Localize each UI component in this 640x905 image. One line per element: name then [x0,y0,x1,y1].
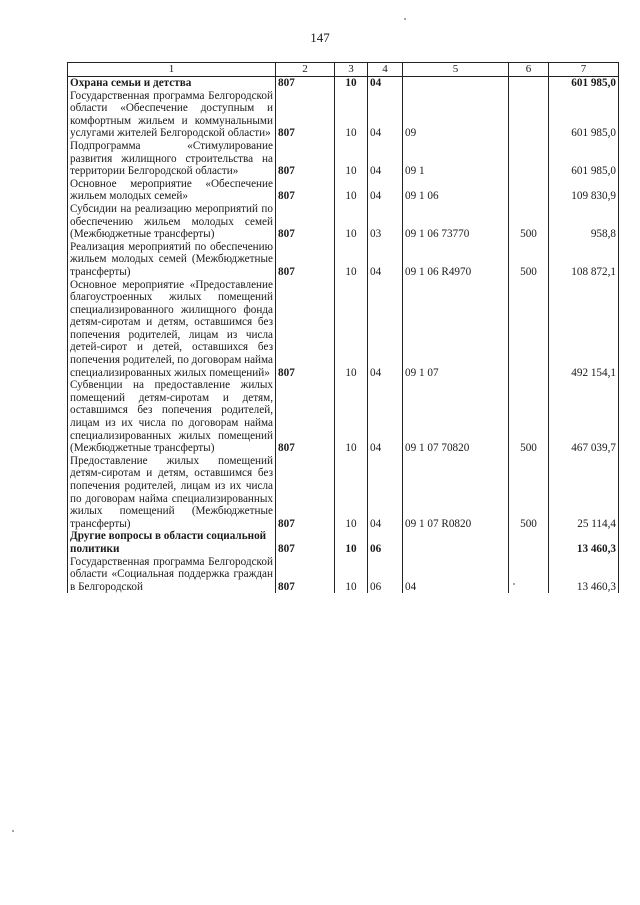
row-cell-col-6: 500 [509,203,549,241]
row-name-cell: Государственная программа Белгородской области «Обеспечение доступным и комфортным жильем и коммунальными услугами жителей Белгородской области» [68,90,276,140]
row-cell-col-3: 10 [335,455,368,531]
row-name-cell: Субсидии на реализацию мероприятий по обеспечению жильем молодых семей (Межбюджетные трансферты) [68,203,276,241]
table-row [68,379,619,455]
row-name-cell: Реализация мероприятий по обеспечению жильем молодых семей (Межбюджетные трансферты) [68,241,276,279]
row-cell-col-4: 04 [368,241,403,279]
row-cell-col-5: 09 1 [403,140,509,178]
column-header-4: 4 [368,63,403,77]
row-cell-col-7: 492 154,1 [549,279,619,380]
row-cell-col-3: 10 [335,203,368,241]
row-cell-col-6 [509,530,549,555]
row-name-cell: Предоставление жилых помещений детям-сиротам и детям, оставшимся без попечения родителей, лицам из их числа по договорам найма специализированных жилых помещений (Межбюджетные трансферты) [68,455,276,531]
row-cell-col-5: 09 1 06 R4970 [403,241,509,279]
row-cell-col-5 [403,530,509,555]
table-body [68,77,619,594]
row-cell-col-6: 500 [509,455,549,531]
row-cell-col-4: 04 [368,279,403,380]
column-header-2: 2 [276,63,335,77]
row-cell-col-6: 500 [509,379,549,455]
row-cell-col-2: 807 [276,530,335,555]
row-cell-col-4: 04 [368,140,403,178]
row-cell-col-7: 958,8 [549,203,619,241]
row-name-cell: Государственная программа Белгородской области «Социальная поддержка граждан в Белгородской [68,556,276,594]
row-cell-col-4: 04 [368,379,403,455]
row-cell-col-2: 807 [276,90,335,140]
row-cell-col-3: 10 [335,379,368,455]
column-header-5: 5 [403,63,509,77]
row-cell-col-6 [509,279,549,380]
row-cell-col-4: 03 [368,203,403,241]
row-cell-col-2: 807 [276,241,335,279]
row-name-cell: Подпрограмма «Стимулирование развития жилищного строительства на территории Белгородской области» [68,140,276,178]
row-cell-col-5: 09 1 07 R0820 [403,455,509,531]
row-cell-col-4: 04 [368,90,403,140]
row-cell-col-3: 10 [335,140,368,178]
row-cell-col-6 [509,556,549,594]
row-cell-col-2: 807 [276,77,335,90]
row-cell-col-7: 25 114,4 [549,455,619,531]
row-cell-col-3: 10 [335,178,368,203]
row-cell-col-6 [509,178,549,203]
row-cell-col-6 [509,140,549,178]
row-name-cell: Другие вопросы в области социальной политики [68,530,276,555]
row-cell-col-7: 108 872,1 [549,241,619,279]
table-row [68,241,619,279]
scan-speck [12,830,14,832]
row-cell-col-6: 500 [509,241,549,279]
row-cell-col-3: 10 [335,556,368,594]
row-cell-col-5: 09 1 07 [403,279,509,380]
row-cell-col-5: 09 1 06 [403,178,509,203]
row-name-cell: Охрана семьи и детства [68,77,276,90]
row-cell-col-3: 10 [335,279,368,380]
row-cell-col-6 [509,77,549,90]
row-cell-col-7: 601 985,0 [549,77,619,90]
scan-speck [404,18,406,20]
budget-table [67,62,619,593]
row-cell-col-2: 807 [276,178,335,203]
row-cell-col-7: 467 039,7 [549,379,619,455]
column-header-1: 1 [68,63,276,77]
row-name-cell: Основное мероприятие «Обеспечение жильем молодых семей» [68,178,276,203]
row-cell-col-3: 10 [335,90,368,140]
row-cell-col-4: 04 [368,77,403,90]
row-cell-col-2: 807 [276,379,335,455]
row-cell-col-7: 13 460,3 [549,556,619,594]
row-cell-col-3: 10 [335,77,368,90]
table-row [68,203,619,241]
row-cell-col-5: 04 [403,556,509,594]
table-row [68,556,619,594]
column-header-6: 6 [509,63,549,77]
row-name-cell: Субвенции на предоставление жилых помещений детям-сиротам и детям, оставшимся без попечения родителей, лицам из их числа по договорам найма специализированных жилых помещений (Межбюджетные трансферты) [68,379,276,455]
row-cell-col-7: 13 460,3 [549,530,619,555]
table-row [68,178,619,203]
row-cell-col-3: 10 [335,241,368,279]
table-row [68,77,619,90]
row-cell-col-4: 06 [368,530,403,555]
row-cell-col-4: 04 [368,178,403,203]
table-row [68,140,619,178]
table-row [68,530,619,555]
row-cell-col-2: 807 [276,279,335,380]
row-cell-col-7: 601 985,0 [549,90,619,140]
row-cell-col-2: 807 [276,203,335,241]
table-row [68,455,619,531]
column-header-7: 7 [549,63,619,77]
row-name-cell: Основное мероприятие «Предоставление благоустроенных жилых помещений специализированного жилищного фонда детям-сиротам и детям, оставшимся без попечения родителей, лицам из числа детей-сирот и детей, оставшихся без попечения родителей, по договорам найма специализированных жилых помещений» [68,279,276,380]
row-cell-col-5: 09 1 06 73770 [403,203,509,241]
table-row [68,279,619,380]
row-cell-col-5 [403,77,509,90]
row-cell-col-5: 09 1 07 70820 [403,379,509,455]
row-cell-col-2: 807 [276,455,335,531]
table-row [68,90,619,140]
row-cell-col-6 [509,90,549,140]
table-header-row [68,63,619,77]
row-cell-col-7: 109 830,9 [549,178,619,203]
scan-speck [513,583,515,585]
row-cell-col-3: 10 [335,530,368,555]
row-cell-col-7: 601 985,0 [549,140,619,178]
row-cell-col-2: 807 [276,140,335,178]
row-cell-col-4: 06 [368,556,403,594]
column-header-3: 3 [335,63,368,77]
page-number: 147 [310,30,330,45]
row-cell-col-2: 807 [276,556,335,594]
row-cell-col-4: 04 [368,455,403,531]
row-cell-col-5: 09 [403,90,509,140]
